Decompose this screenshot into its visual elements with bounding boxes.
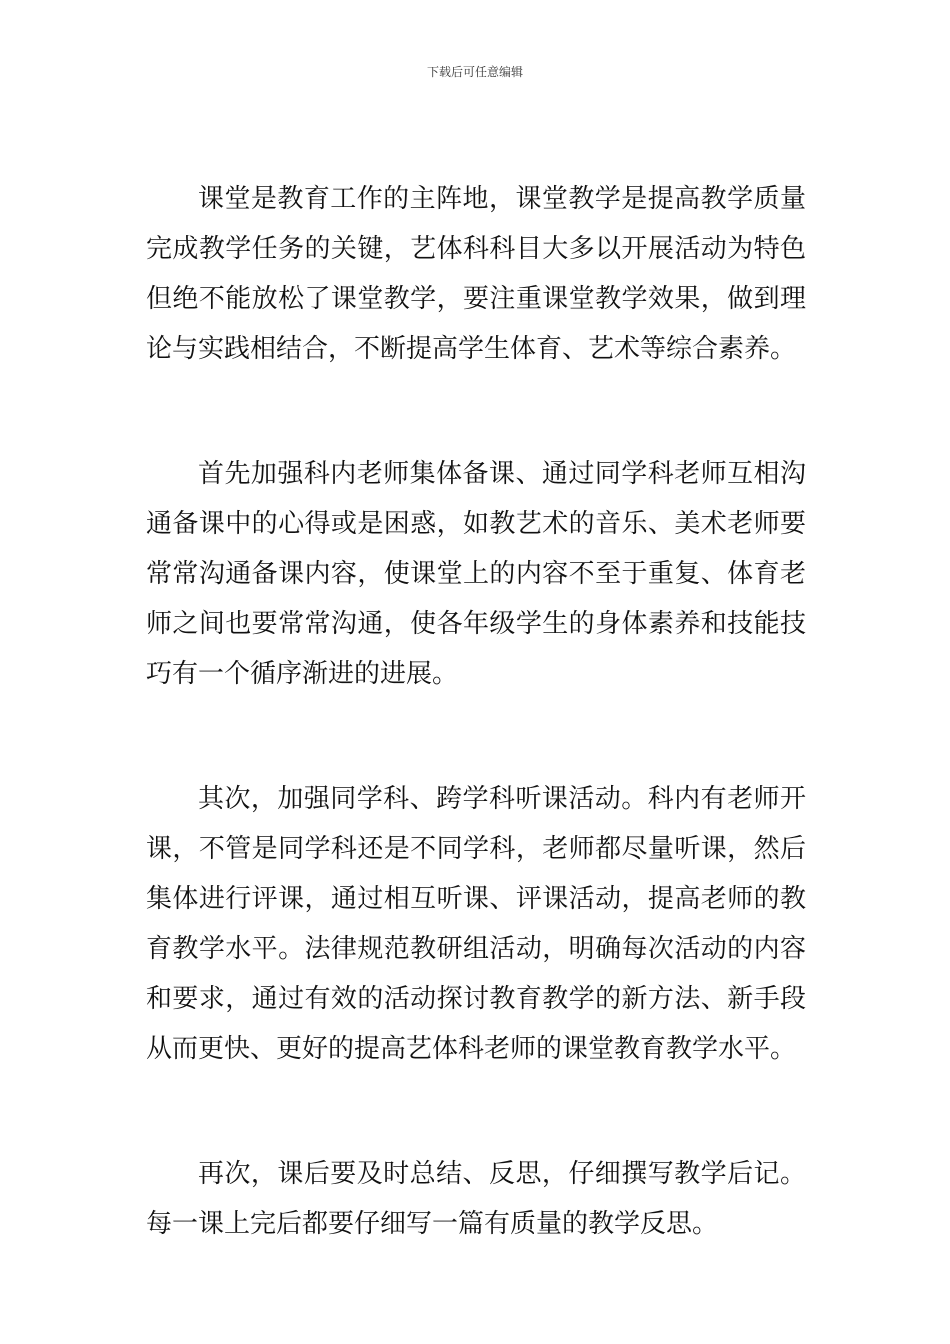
paragraph-1: 课堂是教育工作的主阵地，课堂教学是提高教学质量完成教学任务的关键，艺体科科目大多以开展活动为特色但绝不能放松了课堂教学，要注重课堂教学效果，做到理论与实践相结合，不断提高学生体育、艺术等综合素养。 <box>146 184 806 364</box>
document-body <box>146 174 806 1249</box>
paragraph-4: 再次，课后要及时总结、反思，仔细撰写教学后记。每一课上完后都要仔细写一篇有质量的教学反思。 <box>146 1159 806 1239</box>
paragraph-2: 首先加强科内老师集体备课、通过同学科老师互相沟通备课中的心得或是困惑，如教艺术的音乐、美术老师要常常沟通备课内容，使课堂上的内容不至于重复、体育老师之间也要常常沟通，使各年级学生的身体素养和技能技巧有一个循序渐进的进展。 <box>146 459 806 689</box>
paragraph-3: 其次，加强同学科、跨学科听课活动。科内有老师开课，不管是同学科还是不同学科，老师都尽量听课，然后集体进行评课，通过相互听课、评课活动，提高老师的教育教学水平。法律规范教研组活动，明确每次活动的内容和要求，通过有效的活动探讨教育教学的新方法、新手段从而更快、更好的提高艺体科老师的课堂教育教学水平。 <box>146 784 806 1064</box>
page-header: 下载后可任意编辑 <box>426 65 523 79</box>
